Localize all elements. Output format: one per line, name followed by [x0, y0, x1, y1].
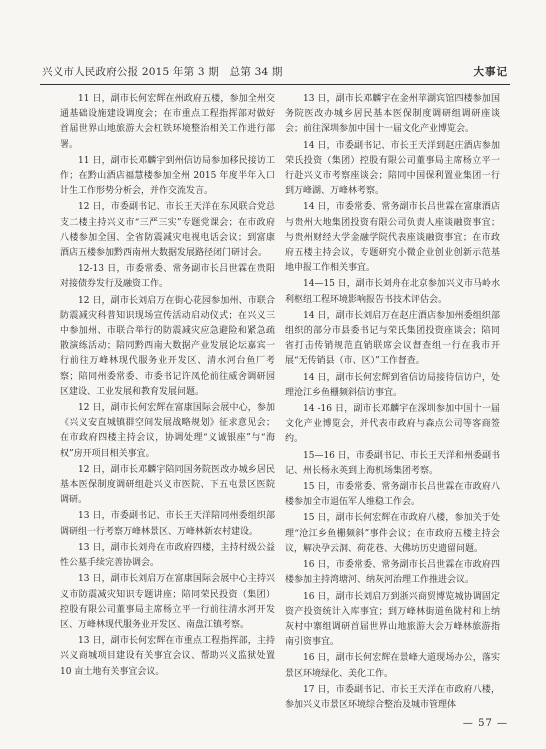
- chronicle-entry: 15 日，副市长何宏辉在市政府八楼，参加关于处理“沧江乡鱼栅频斜”事件会议；在市政府五楼主持会议，解决孕云洞、荷花巷、大佛坊历史遗留问题。: [285, 513, 500, 554]
- chronicle-entry: 15—16 日，市委副书记、市长王天洋和州委副书记、州长杨永英到上海机场集团考察。: [285, 450, 500, 476]
- chronicle-entry: 13 日，副市长刘启万在富康国际会展中心主持兴义市防震减灾知识专题讲座；陪同荣民投资（集团）控股有限公司董事局主席杨立平一行前往清水河开发区、万峰林现代服务业开发区、南盘江镇考察。: [60, 574, 275, 630]
- chronicle-entry: 12 日，副市长邓麟宇陪同国务院医改办城乡居民基本医保制度调研组赴兴义市医院、下五屯景区医院调研。: [60, 464, 275, 506]
- chronicle-entry: 14 -16 日，副市长邓麟宇在深圳参加中国十一届文化产业博览会，并代表市政府与森点公司等客商签约。: [285, 404, 500, 445]
- chronicle-entry: 13 日，副市长何宏辉在市重点工程指挥部，主持兴义商城项目建设有关事宜会议、帮助兴义监狱处置 10 亩土地有关事宜会议。: [60, 636, 275, 677]
- chronicle-entry: 12 日，市委副书记、市长王天洋在东风联合党总支二楼主持兴义市“三严三实”专题党课会；在市政府八楼参加全国、全省防震减灾电视电话会议；到富康酒店五楼参加黔西南州大数据发展路径闭门研讨会。: [60, 202, 275, 259]
- header-divider: [40, 84, 510, 85]
- chronicle-entry: 12 日，副市长何宏辉在富康国际会展中心，参加《兴义安直城镇群空间发展战略规划》征求意见会；在市政府四楼主持会议，协调处理“义诚银座”与“海权”房开项目相关事宜。: [60, 403, 275, 459]
- chronicle-entry: 16 日，市委常委、常务副市长吕世霖在市政府四楼参加主持湾塘河、纳灰河治理工作推进会议。: [285, 560, 500, 586]
- chronicle-entry: 14 日，副市长何宏辉到省信访局接待信访户，处理沧江乡鱼栅频斜信访事宜。: [285, 372, 500, 398]
- chronicle-entry: 13 日，市委副书记、市长王天洋陪同州委组织部调研组一行考察万峰林景区、万峰林新农村建设。: [60, 511, 275, 537]
- chronicle-entry: 13 日，副市长刘舟在市政府四楼，主持村级公益性公墓手续完善协调会。: [60, 542, 275, 569]
- chronicle-entry: 14 日，市委副书记、市长王天洋到赵庄酒店参加荣氏投资（集团）控股有限公司董事局主席杨立平一行赴兴义市考察座谈会；陪同中国保利置业集团一行到万峰湖、万峰林考察。: [285, 140, 500, 197]
- chronicle-entry: 11 日，副市长邓麟宇到州信访局参加移民接访工作；在黔山酒店福慧楼参加全州 2015 年度半年入口计生工作形势分析会，并作交流发言。: [60, 155, 275, 197]
- chronicle-entry: 14 日，副市长刘启万在赵庄酒店参加州委组织部组织的部分市县委书记与荣氏集团投资座谈会；陪同省打击传销规范直销联席会议督查组一行在我市开展“无传销县（市、区）”工作督查。: [285, 310, 500, 367]
- chronicle-entry: 12 日，副市长刘启万在街心花园参加州、市联合防震减灾科普知识现场宣传活动启动仪式；在兴义三中参加州、市联合举行的防震减灾应急避险和紧急疏散演练活动；陪同黔西南大数据产业发展论坛嘉宾一行前往万峰林现代服务业开发区、清水河台鱼厂考察；陪同州委常委、市委书记许凤伦前往威舍调研园区建设、工业发展和教育发展问题。: [60, 295, 275, 397]
- chronicle-entry: 12-13 日，市委常委、常务副市长吕世霖在贵阳对接债券发行及融资工作。: [60, 264, 275, 290]
- page-header: [42, 64, 508, 82]
- chronicle-entry: 14—15 日，副市长刘舟在北京参加兴义市马岭水利枢纽工程环境影响报告书技术评估会。: [285, 279, 500, 305]
- left-column: [60, 92, 275, 681]
- chronicle-entry: 15 日，市委常委、常务副市长吕世霖在市政府八楼参加全市退伍军人维稳工作会。: [285, 482, 500, 508]
- publication-title: 兴义市人民政府公报 2015 年第 3 期 总第 34 期: [42, 66, 283, 78]
- chronicle-entry: 17 日，市委副书记、市长王天洋在市政府八楼，参加兴义市景区环境综合整治及城市管理体: [285, 684, 500, 710]
- page-number: — 57 —: [462, 718, 508, 729]
- chronicle-entry: 14 日，市委常委、常务副市长吕世霖在富康酒店与贵州大地集团投资有限公司负责人座谈融资事宜；与贵州财经大学金融学院代表座谈融资事宜；在市政府五楼主持会议，专题研究小微企业创业创新示范基地申报工作相关事宜。: [285, 202, 500, 274]
- section-title: 大事记: [473, 66, 508, 78]
- chronicle-entry: 13 日，副市长邓麟宇在金州苹湖宾馆四楼参加国务院医改办城乡居民基本医保制度调研组调研座谈会；前往深圳参加中国十一届文化产业博览会。: [285, 94, 500, 135]
- chronicle-entry: 16 日，副市长何宏辉在景峰大道现场办公，落实景区环境绿化、美化工作。: [285, 653, 500, 679]
- chronicle-entry: 16 日，副市长刘启万到浙兴商贸博览城协调固定资产投资统计入库事宜；到万峰林街道鱼陇村和上纳灰村中寨组调研首届世界山地旅游大会万峰林旅游指南引资事宜。: [285, 591, 500, 648]
- right-column: [285, 92, 500, 714]
- chronicle-entry: 11 日，副市长何宏辉在州政府五楼，参加全州交通基础设施建设调度会；在市重点工程指挥部对做好首届世界山地旅游大会杠铁环境整治相关工作进行部署。: [60, 94, 275, 150]
